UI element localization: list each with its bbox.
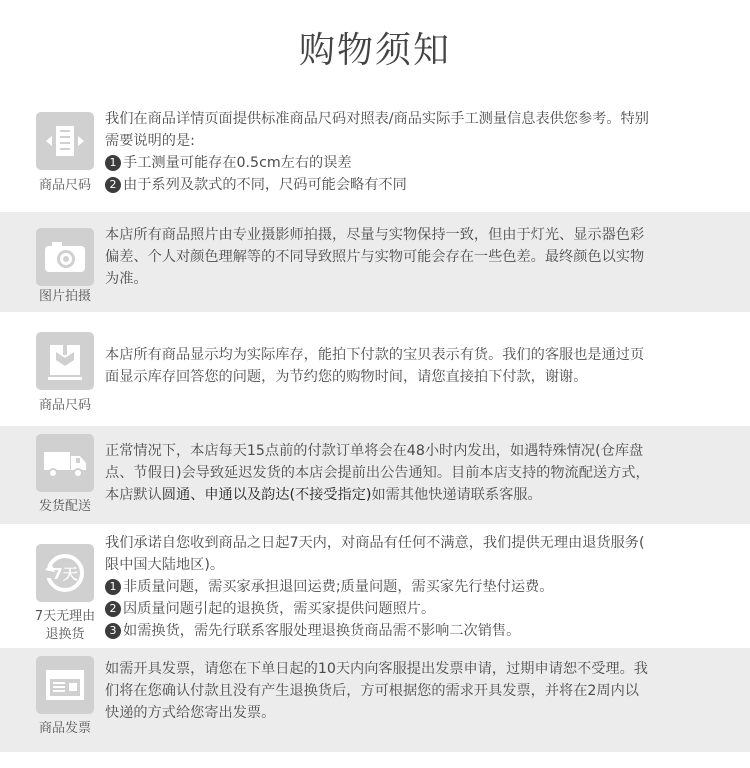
package-box-icon [36,332,94,390]
number-badge: 2 [105,177,121,193]
section-text: 如需开具发票，请您在下单日起的10天内向客服提出发票申请，过期申请恕不受理。我 们将在您确认付款且没有产生退换货后，方可根据您的需求开具发票，并将在2周内以 快递的方式给您寄出发票。 [105,661,648,721]
number-badge: 1 [105,579,121,595]
section-photography [0,212,750,312]
delivery-truck-icon [36,434,94,492]
section-label: 商品尺码 [38,178,91,193]
section-text: 本店所有商品照片由专业摄影师拍摄，尽量与实物保持一致，但由于灯光、显示器色彩 偏差、个人对颜色理解等的不同导致照片与实物可能会存在一些色差。最终颜色以实物 为准。 [105,227,645,287]
section-returns [0,526,750,648]
section-label: 图片拍摄 [38,289,91,304]
section-text: 正常情况下，本店每天15点前的付款订单将会在48小时内发出，如遇特殊情况(仓库盘 点、节假日)会导致延迟发货的本店会提前出公告通知。目前本店支持的物流配送方式， 本店默认圆通、申通以及韵达(不接受指定)如需其他快递请联系客服。 [105,443,650,503]
section-text: 我们承诺自您收到商品之日起7天内，对商品有任何不满意，我们提供无理由退货服务( 限中国大陆地区)。 1 非质量问题，需买家承担退回运费;质量问题，需买家先行垫付运费。 2 因质量问题引起的退换货，需买家提供问题照片。 3 如需换货，需先行联系客服处理退换货商品需不影响二次销售。 [105,532,725,642]
section-text: 本店所有商品显示均为实际库存，能拍下付款的宝贝表示有货。我们的客服也是通过页 面显示库存回答您的问题，为节约您的购物时间，请您直接拍下付款，谢谢。 [105,347,645,385]
list-item: 3 如需换货，需先行联系客服处理退换货商品需不影响二次销售。 [105,620,725,642]
section-label: 发货配送 [38,499,91,514]
section-label: 7天无理由 退换货 [34,609,96,642]
section-label: 商品发票 [38,721,91,736]
section-stock [0,312,750,424]
list-item: 1 手工测量可能存在0.5cm左右的误差 [105,152,725,174]
list-item: 2 由于系列及款式的不同，尺码可能会略有不同 [105,174,725,196]
svg-text:7天: 7天 [52,565,78,583]
invoice-icon [36,656,94,714]
section-shipping [0,426,750,524]
list-item: 1 非质量问题，需买家承担退回运费;质量问题，需买家先行垫付运费。 [105,576,725,598]
number-badge: 1 [105,155,121,171]
list-item: 2 因质量问题引起的退换货，需买家提供问题照片。 [105,598,725,620]
section-label: 商品尺码 [38,398,91,413]
section-invoice [0,648,750,752]
camera-icon [36,228,94,286]
seven-day-return-icon [36,544,94,602]
number-badge: 3 [105,623,121,639]
section-text: 我们在商品详情页面提供标准商品尺码对照表/商品实际手工测量信息表供您参考。特别 需要说明的是: 1 手工测量可能存在0.5cm左右的误差 2 由于系列及款式的不同，尺码可能会略有不同 [105,108,725,196]
number-badge: 2 [105,601,121,617]
page-title: 购物须知 [298,30,451,71]
courier-list: 圆通、申通以及韵达(不接受指定) [161,487,372,503]
section-size [0,100,750,210]
ruler-size-icon [36,112,94,170]
